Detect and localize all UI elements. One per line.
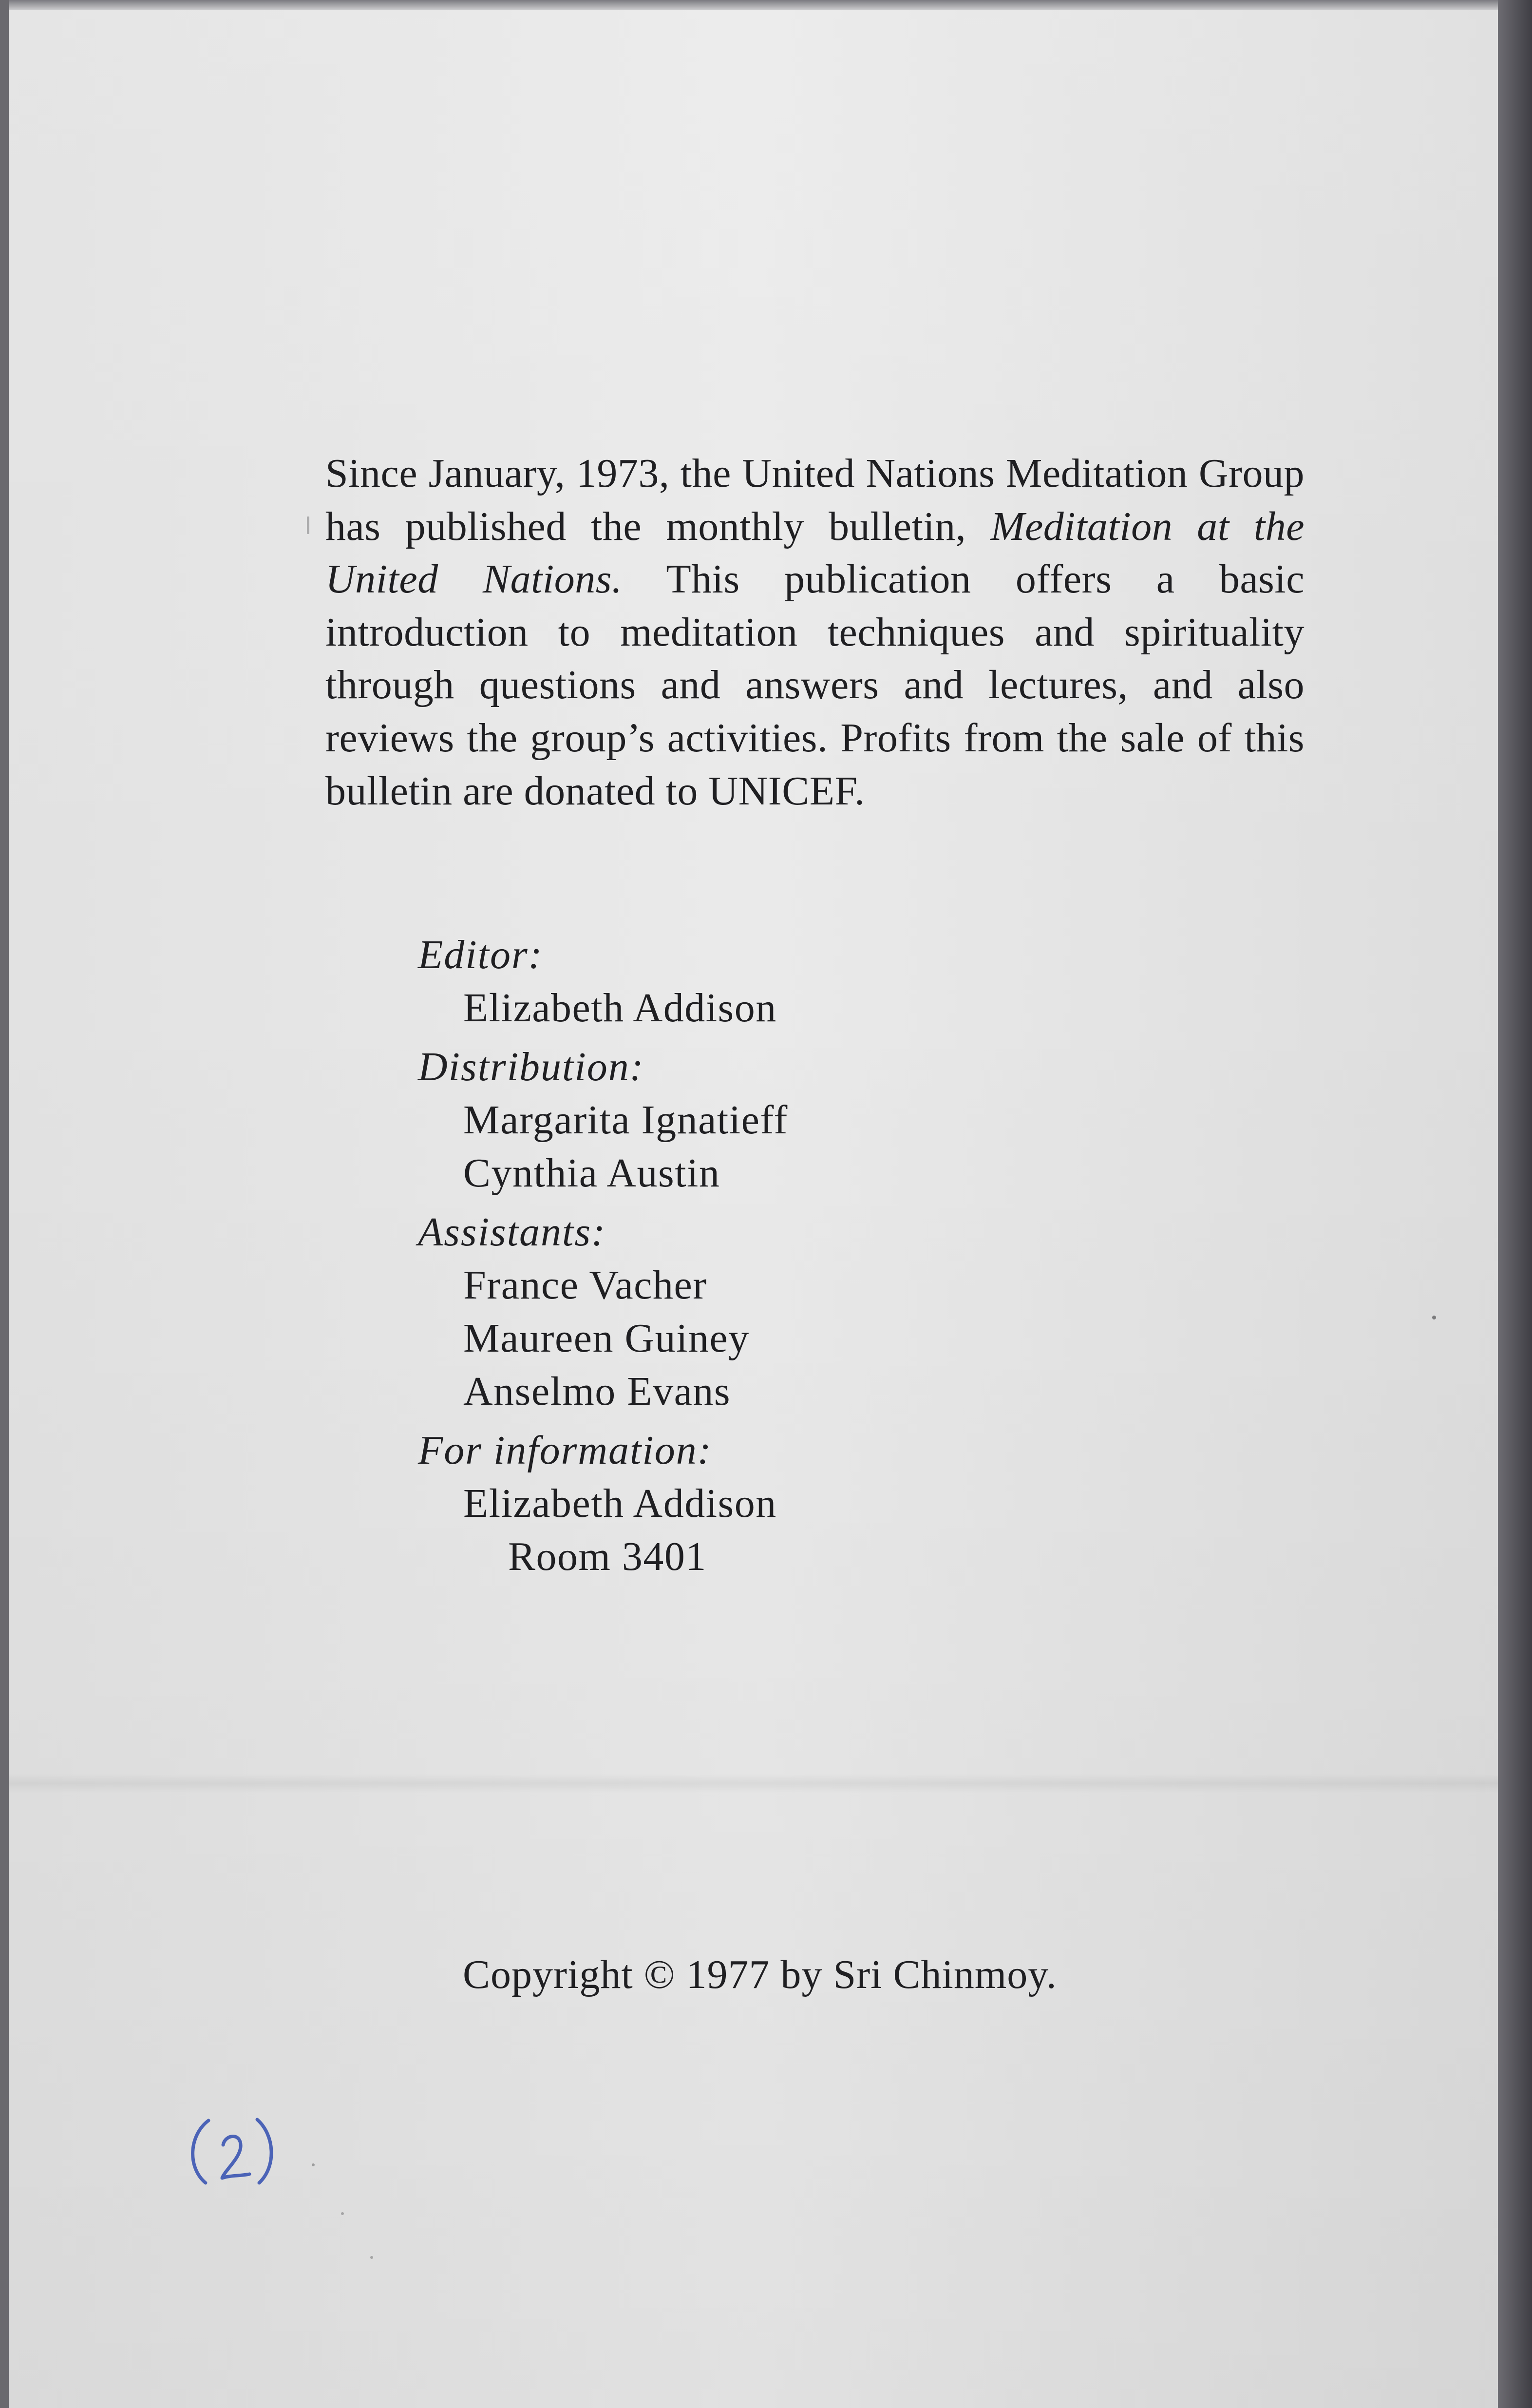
scan-edge-top: [0, 0, 1532, 10]
credit-role: For information:: [418, 1428, 712, 1473]
credit-person: Cynthia Austin: [463, 1150, 720, 1196]
credit-role: Editor:: [418, 932, 543, 977]
scan-edge-left: [0, 0, 9, 2408]
scan-speck: [307, 516, 309, 534]
copyright-notice: Copyright © 1977 by Sri Chinmoy.: [463, 1952, 1057, 1997]
credit-group-distribution: [418, 1040, 1100, 1200]
scan-speck: [1432, 1316, 1436, 1319]
credit-role: Distribution:: [418, 1044, 644, 1089]
credit-group-assistants: [418, 1205, 1100, 1418]
scan-speck: [312, 2163, 315, 2166]
credits-list: [418, 928, 1100, 1589]
credit-person: France Vacher: [463, 1262, 707, 1308]
credit-person: Elizabeth Addison: [463, 985, 777, 1031]
handwritten-page-number: [180, 2110, 287, 2193]
credit-person: Margarita Ignatieff: [463, 1097, 788, 1143]
bulletin-title: Meditation at the United Nations.: [325, 503, 1305, 602]
credit-person: Maureen Guiney: [463, 1316, 750, 1361]
page-fold-shadow: [9, 1774, 1499, 1793]
scan-speck: [370, 2256, 373, 2259]
credit-role: Assistants:: [418, 1209, 606, 1255]
intro-paragraph: [325, 447, 1305, 818]
credit-person: Elizabeth Addison: [463, 1481, 777, 1526]
intro-text-start: Since January, 1973, the United Nations Meditation Group has published the monthly bulletin,: [325, 451, 1305, 549]
credit-group-information: [418, 1424, 1100, 1583]
credit-room: Room 3401: [508, 1534, 707, 1579]
scan-edge-right: [1498, 0, 1532, 2408]
scan-speck: [341, 2212, 344, 2215]
credit-person: Anselmo Evans: [463, 1369, 731, 1414]
credit-group-editor: [418, 928, 1100, 1034]
intro-text-end: This publication offers a basic introduction to meditation techniques and spirituality through questions and answers and lectures, and also reviews the group’s activities. Profits from the sale of this bulletin are donated to UNICEF.: [325, 556, 1305, 814]
